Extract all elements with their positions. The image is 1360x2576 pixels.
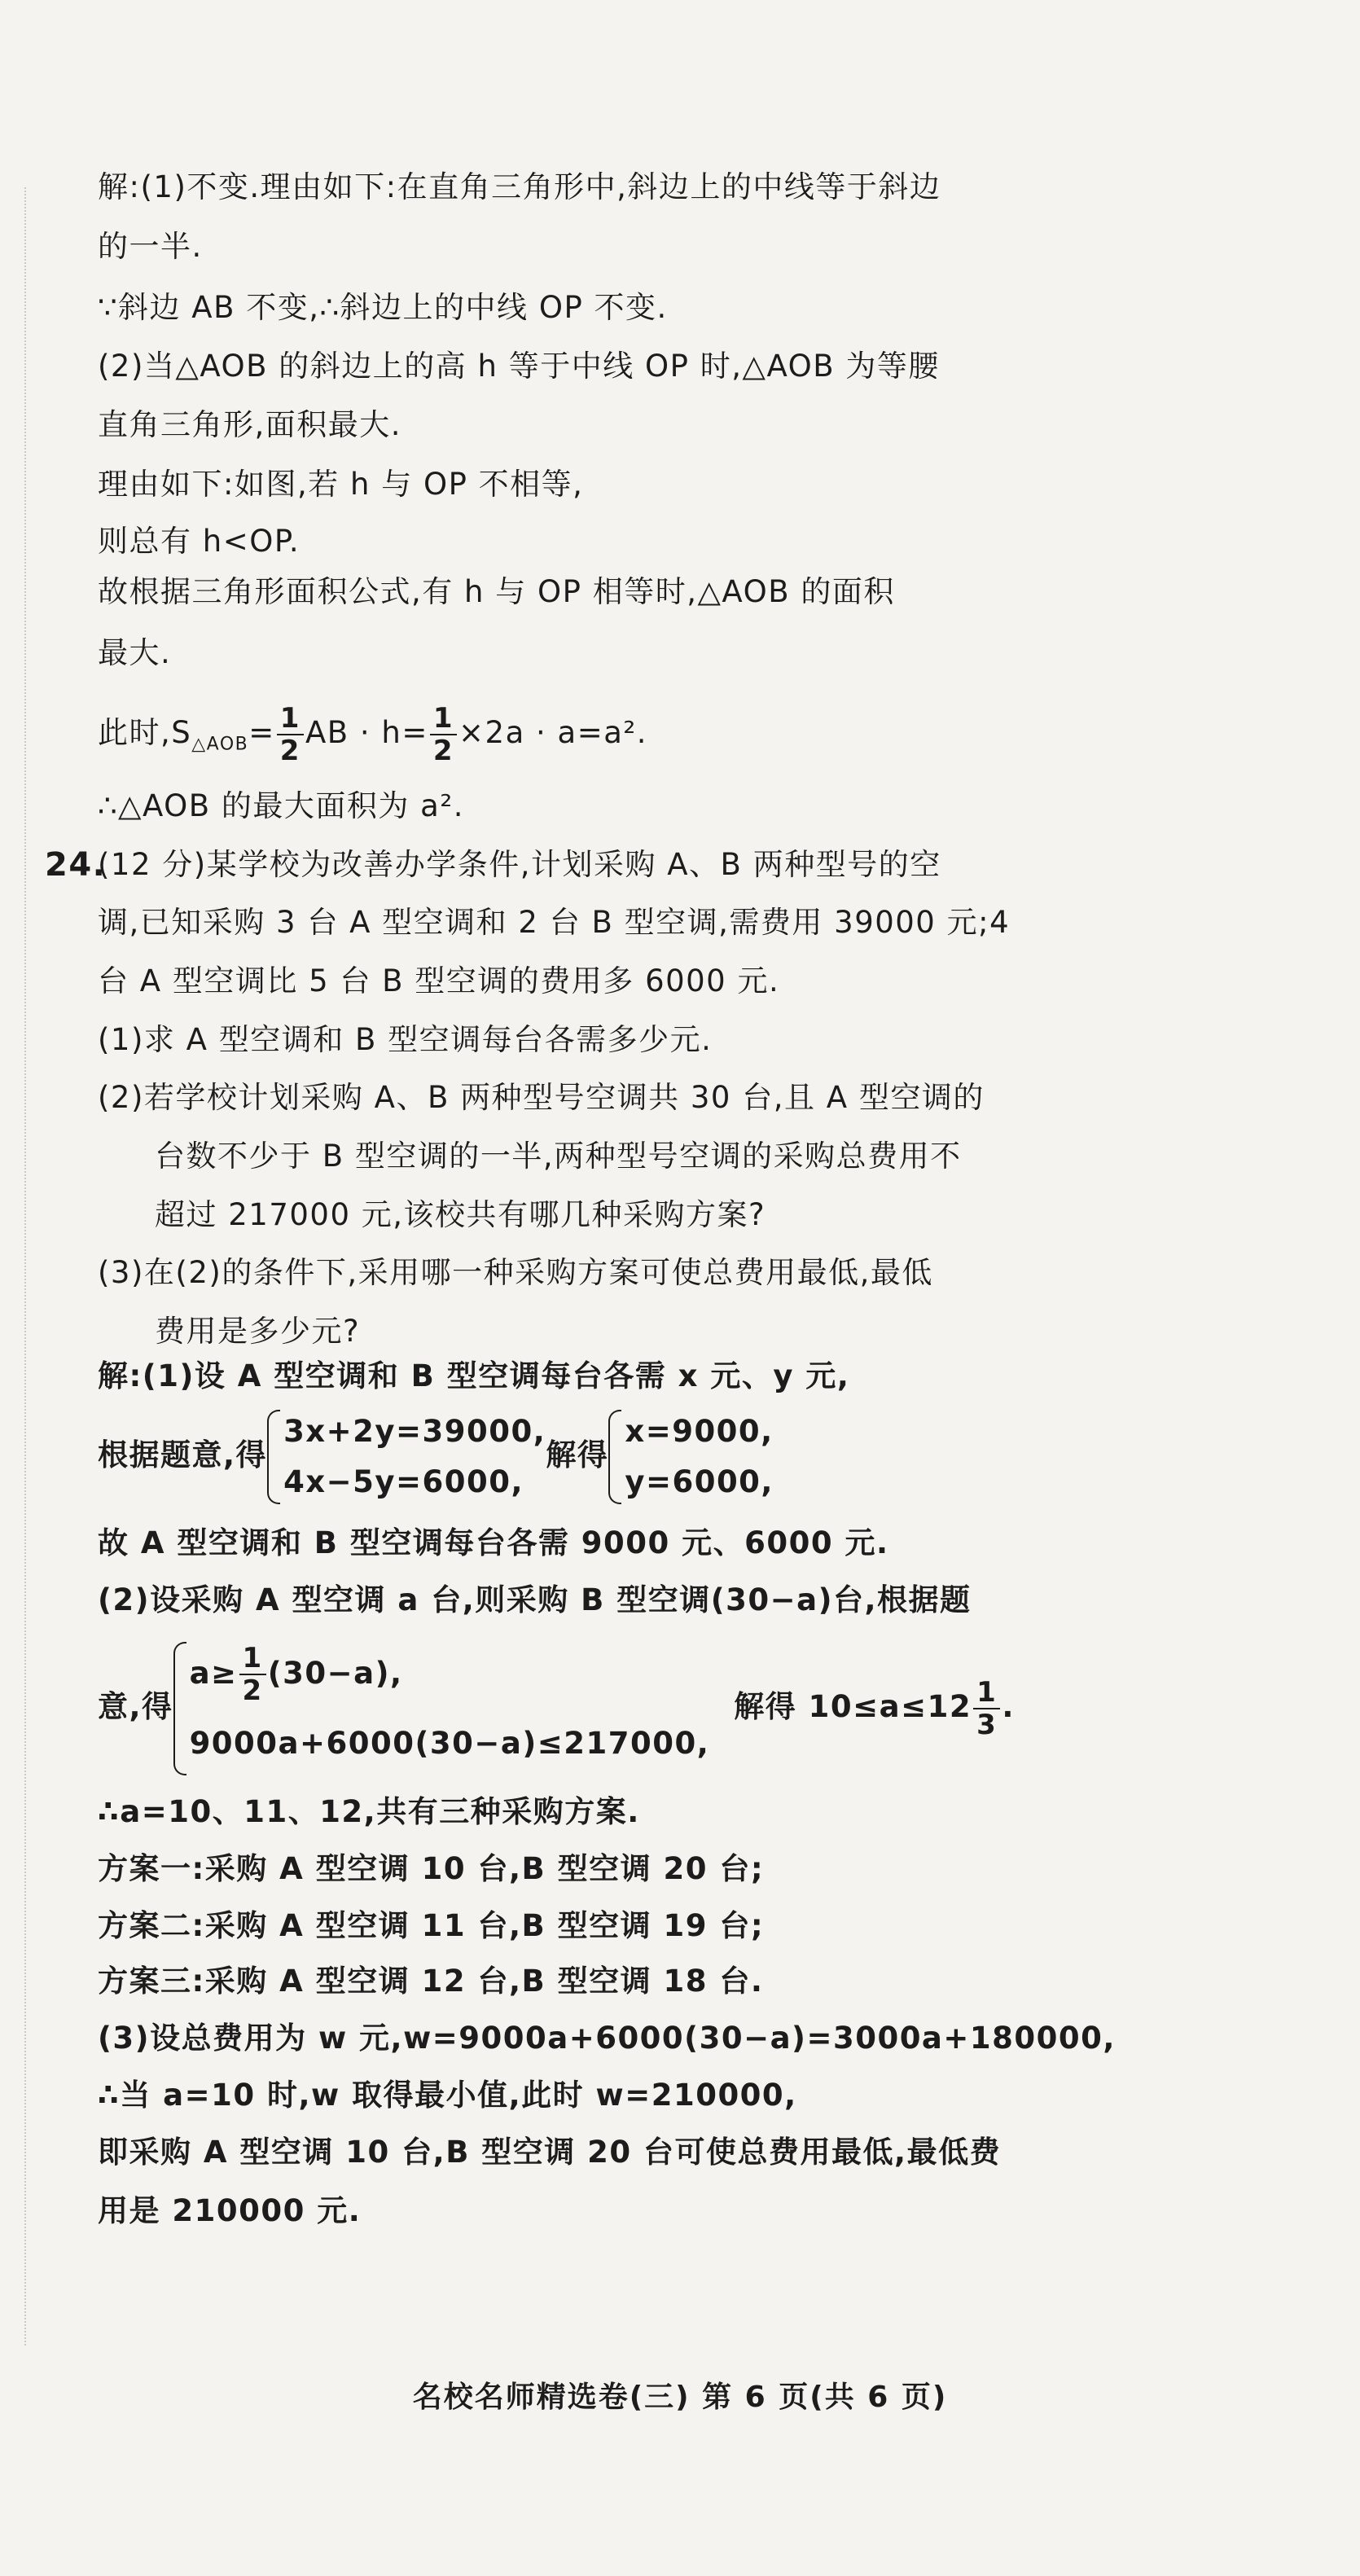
area-formula-line: 此时$,S_{\triangle AOB}=$ $\frac{1}{2}$ AB · h= $\frac{1}{2}$ ×2a · a=a². <box>98 701 647 767</box>
question-line: (12 分)某学校为改善办学条件,计划采购 A、B 两种型号的空 <box>98 847 941 882</box>
fraction: $\frac{1}{2}$ <box>277 703 304 766</box>
answer-line: 最大. <box>98 635 172 670</box>
question-part: (3)在(2)的条件下,采用哪一种采购方案可使总费用最低,最低 <box>98 1255 933 1290</box>
solution-line: ∴当 a=10 时,w 取得最小值,此时 w=210000, <box>98 2078 797 2113</box>
question-line: 台 A 型空调比 5 台 B 型空调的费用多 6000 元. <box>98 963 780 998</box>
answer-line: ∵斜边 AB 不变,∴斜边上的中线 OP 不变. <box>98 290 668 325</box>
question-part: 台数不少于 B 型空调的一半,两种型号空调的采购总费用不 <box>155 1139 962 1174</box>
solution-line: 用是 210000 元. <box>98 2193 362 2228</box>
answer-line: 的一半. <box>98 229 203 264</box>
equation-system-line: 根据题意,得 3x+2y=39000, 4x−5y=6000, 解得 x=9000, y=6000, <box>98 1405 774 1507</box>
fraction: $\frac{1}{2}$ <box>430 703 457 766</box>
solution-line: ∴a=10、11、12,共有三种采购方案. <box>98 1794 640 1829</box>
solution-system: x=9000, y=6000, <box>608 1406 774 1507</box>
answer-line: ∴△AOB 的最大面积为 a². <box>98 788 464 823</box>
fraction: $\frac{1}{2}$ <box>239 1643 266 1706</box>
inequality-system-line: 意,得 a≥ $\frac{1}{2}$ (30−a), 9000a+6000(30−a)≤217000, 解得 10≤a≤12 $\frac{1}{3}$ . <box>98 1637 1015 1779</box>
inequality-system: a≥ $\frac{1}{2}$ (30−a), 9000a+6000(30−a)≤217000, <box>173 1639 710 1779</box>
fraction: $\frac{1}{3}$ <box>973 1677 1000 1740</box>
answer-line: 直角三角形,面积最大. <box>98 407 402 442</box>
solution-line: 故 A 型空调和 B 型空调每台各需 9000 元、6000 元. <box>98 1525 889 1560</box>
equation-system: 3x+2y=39000, 4x−5y=6000, <box>267 1406 546 1507</box>
question-number: 24. <box>45 846 107 884</box>
plan-line: 方案二:采购 A 型空调 11 台,B 型空调 19 台; <box>98 1908 765 1943</box>
question-line: 调,已知采购 3 台 A 型空调和 2 台 B 型空调,需费用 39000 元;4 <box>98 905 1011 940</box>
answer-line: 则总有 h<OP. <box>98 524 301 559</box>
answer-line: (2)当△AOB 的斜边上的高 h 等于中线 OP 时,△AOB 为等腰 <box>98 349 940 384</box>
solution-line: 解:(1)设 A 型空调和 B 型空调每台各需 x 元、y 元, <box>98 1358 850 1393</box>
answer-line: 解:(1)不变.理由如下:在直角三角形中,斜边上的中线等于斜边 <box>98 169 941 204</box>
answer-line: 故根据三角形面积公式,有 h 与 OP 相等时,△AOB 的面积 <box>98 574 895 609</box>
answer-line: 理由如下:如图,若 h 与 OP 不相等, <box>98 467 584 502</box>
question-part: 费用是多少元? <box>155 1314 361 1349</box>
solution-line: (2)设采购 A 型空调 a 台,则采购 B 型空调(30−a)台,根据题 <box>98 1582 972 1617</box>
solution-line: 即采购 A 型空调 10 台,B 型空调 20 台可使总费用最低,最低费 <box>98 2135 1002 2170</box>
solution-line: (3)设总费用为 w 元,w=9000a+6000(30−a)=3000a+180000, <box>98 2021 1116 2056</box>
plan-line: 方案三:采购 A 型空调 12 台,B 型空调 18 台. <box>98 1964 764 1999</box>
question-part: (2)若学校计划采购 A、B 两种型号空调共 30 台,且 A 型空调的 <box>98 1080 985 1115</box>
question-part: (1)求 A 型空调和 B 型空调每台各需多少元. <box>98 1022 713 1057</box>
margin-dotted-line <box>24 187 26 2346</box>
question-part: 超过 217000 元,该校共有哪几种采购方案? <box>155 1197 766 1232</box>
plan-line: 方案一:采购 A 型空调 10 台,B 型空调 20 台; <box>98 1851 765 1886</box>
page-footer: 名校名师精选卷(三) 第 6 页(共 6 页) <box>412 2381 948 2414</box>
